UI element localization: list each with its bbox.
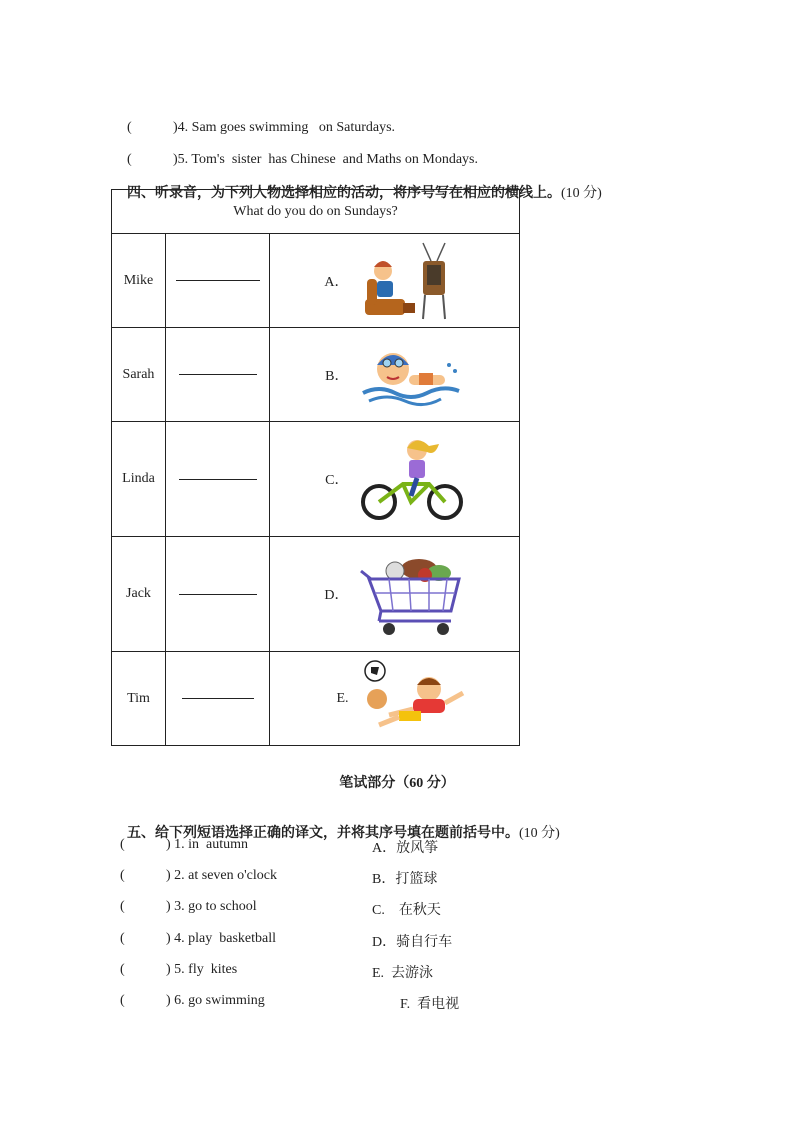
written-part-heading: 笔试部分（60 分） <box>339 776 455 791</box>
answer-blank[interactable] <box>182 697 254 699</box>
table-row <box>112 328 520 422</box>
option-cell <box>270 652 520 746</box>
translation-option: C. 在秋天 <box>372 903 441 918</box>
answer-paren[interactable]: ( <box>120 899 125 914</box>
answer-paren[interactable]: ( <box>120 868 125 883</box>
person-name: Mike <box>112 234 166 328</box>
person-name: Jack <box>112 537 166 652</box>
answer-paren[interactable]: ( <box>120 931 125 946</box>
phrase-text: ) 3. go to school <box>166 899 257 914</box>
person-name: Tim <box>112 652 166 746</box>
option-letter: D． <box>324 588 349 603</box>
option-cell <box>270 234 520 328</box>
question-4 <box>120 104 395 136</box>
answer-blank-cell[interactable] <box>166 328 270 422</box>
table-title: What do you do on Sundays? <box>112 190 520 234</box>
phrase-text: ) 4. play basketball <box>166 931 277 946</box>
phrase-text: ) 6. go swimming <box>166 993 265 1008</box>
table-row <box>112 234 520 328</box>
answer-blank-cell[interactable] <box>166 652 270 746</box>
playing-football-icon <box>359 659 469 739</box>
phrase-text: ) 2. at seven o'clock <box>166 868 277 883</box>
phrase-text: ) 1. in autumn <box>166 837 249 852</box>
translation-option: E. 去游泳 <box>372 966 434 981</box>
answer-paren[interactable]: ( <box>120 962 125 977</box>
question-text: )5. Tom's sister has Chinese and Maths on Mondays. <box>173 152 478 167</box>
answer-blank[interactable] <box>176 279 260 281</box>
swimming-icon <box>359 335 469 415</box>
answer-paren[interactable]: ( <box>120 993 125 1008</box>
phrase-question <box>120 962 237 978</box>
option-letter: C． <box>325 473 349 488</box>
answer-paren: ( <box>127 152 132 167</box>
person-name: Linda <box>112 422 166 537</box>
question-5 <box>120 136 478 168</box>
option-cell <box>270 422 520 537</box>
phrase-question <box>120 899 257 915</box>
answer-blank-cell[interactable] <box>166 234 270 328</box>
option-cell <box>270 537 520 652</box>
shopping-cart-icon <box>359 549 469 639</box>
section5-score: (10 分) <box>519 826 560 841</box>
phrase-question <box>120 993 265 1009</box>
answer-paren: ( <box>127 120 132 135</box>
section4-heading-text: 四、听录音，为下列人物选择相应的活动，将序号写在相应的横线上。 <box>127 186 561 201</box>
table-row <box>112 422 520 537</box>
table-row <box>112 537 520 652</box>
option-letter: A． <box>324 274 349 290</box>
option-letter: B． <box>325 368 349 384</box>
phrase-question <box>120 868 277 884</box>
answer-blank-cell[interactable] <box>166 422 270 537</box>
option-letter: E. <box>336 690 349 706</box>
watching-tv-icon <box>359 241 469 321</box>
translation-option: B．打篮球 <box>372 872 438 887</box>
section5-heading-text: 五、给下列短语选择正确的译文，并将其序号填在题前括号中。 <box>127 826 519 841</box>
answer-blank-cell[interactable] <box>166 537 270 652</box>
answer-paren[interactable]: ( <box>120 837 125 852</box>
option-cell <box>270 328 520 422</box>
cycling-icon <box>359 434 469 524</box>
translation-option: A．放风筝 <box>372 841 439 856</box>
answer-blank[interactable] <box>179 593 257 595</box>
activity-table <box>111 189 520 746</box>
section4-score: (10 分) <box>561 186 602 201</box>
translation-option: F. 看电视 <box>400 997 460 1012</box>
phrase-question <box>120 837 248 853</box>
question-text: )4. Sam goes swimming on Saturdays. <box>173 120 396 135</box>
translation-option: D．骑自行车 <box>372 935 453 950</box>
answer-blank[interactable] <box>179 373 257 375</box>
person-name: Sarah <box>112 328 166 422</box>
phrase-text: ) 5. fly kites <box>166 962 238 977</box>
phrase-question <box>120 931 276 947</box>
table-row <box>112 652 520 746</box>
answer-blank[interactable] <box>179 478 257 480</box>
